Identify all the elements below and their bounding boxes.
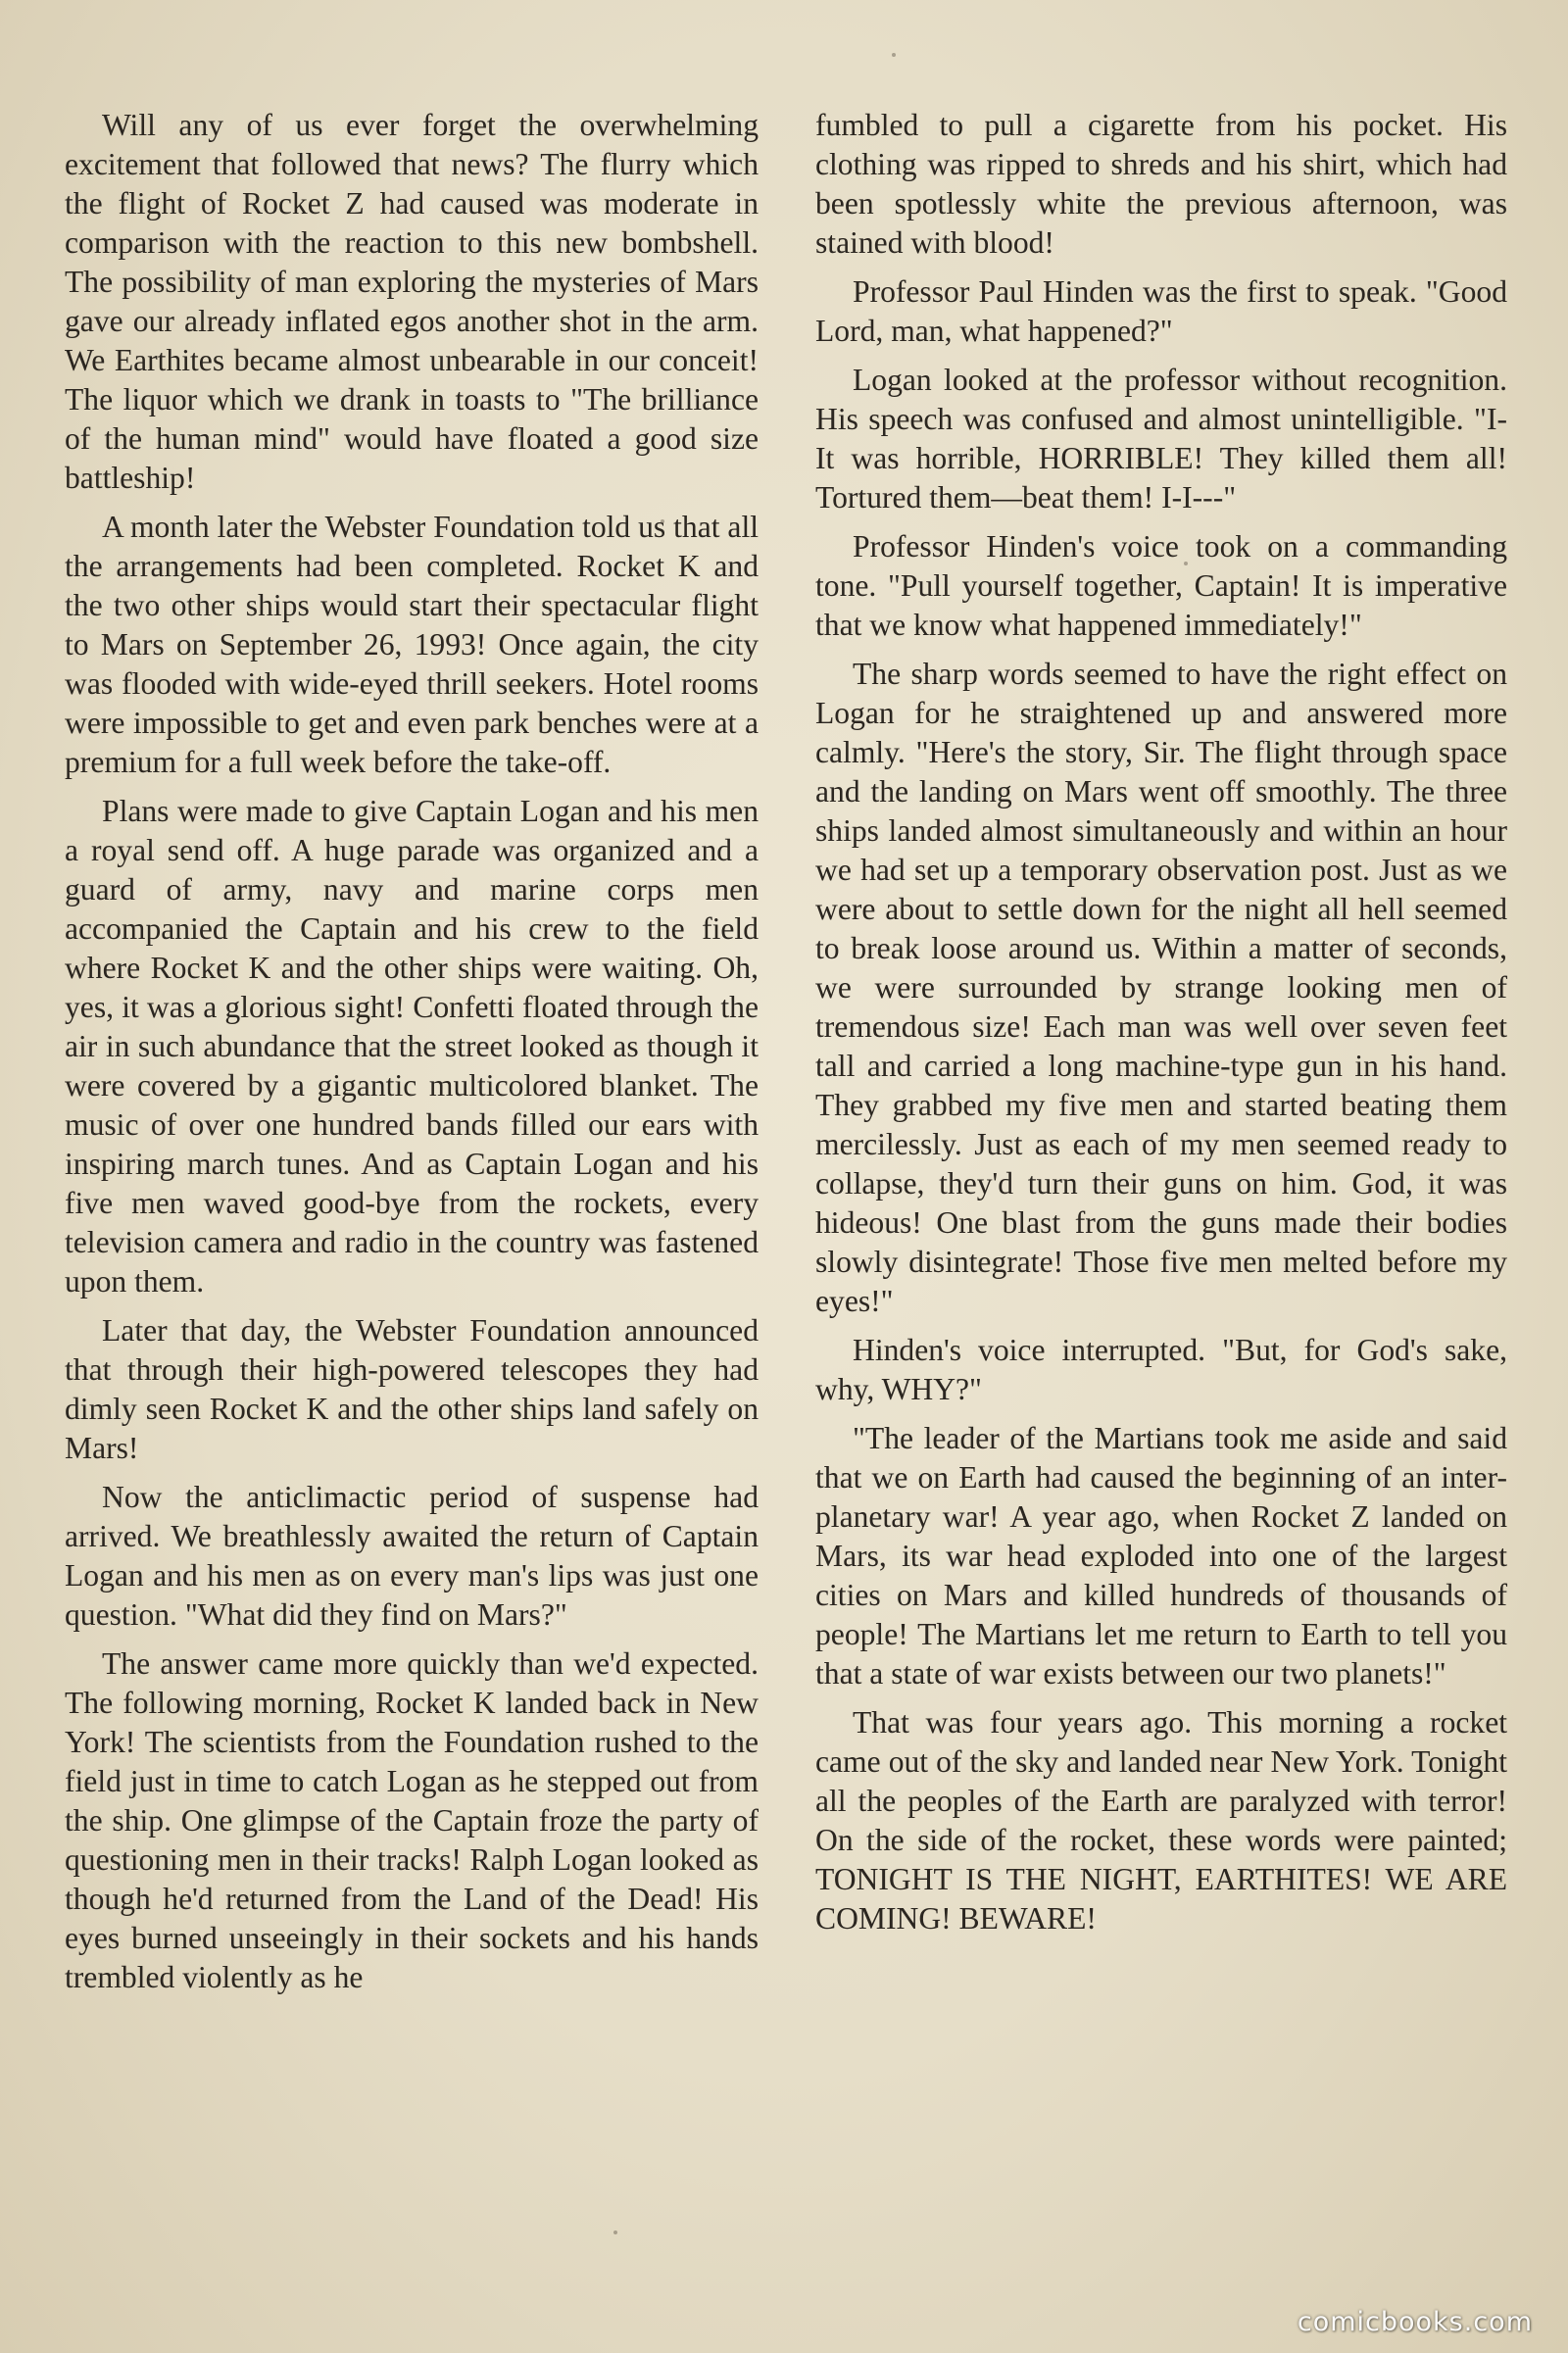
- paragraph: fumbled to pull a cigarette from his pocket. His clothing was ripped to shreds and his shirt, which had been spotlessly white the previous afternoon, was stained with blood!: [815, 108, 1507, 260]
- paragraph: The sharp words seemed to have the right effect on Logan for he straightened up and answered more calmly. "Here's the story, Sir. The flight through space and the landing on Mars went off smoothly. The three ships landed almost simultaneously and within an hour we had set up a temporary observation post. Just as we were about to settle down for the night all hell seemed to break loose around us. Within a matter of seconds, we were surrounded by strange looking men of tremendous size! Each man was well over seven feet tall and carried a long machine-type gun in his hand. They grabbed my five men and started beating them mercilessly. Just as each of my men seemed ready to collapse, they'd turn their guns on him. God, it was hideous! One blast from the guns made their bodies slowly disintegrate! Those five men melted before my eyes!": [815, 657, 1507, 1318]
- paragraph: Logan looked at the professor without recognition. His speech was confused and almost unintelligible. "I-It was horrible, HORRIBLE! They killed them all! Tortured them—beat them! I-I---": [815, 363, 1507, 515]
- paragraph: "The leader of the Martians took me aside and said that we on Earth had caused the beginning of an inter-planetary war! A year ago, when Rocket Z landed on Mars, its war head exploded into one of the largest cities on Mars and killed hundreds of thousands of people! The Martians let me return to Earth to tell you that a state of war exists between our two planets!": [815, 1421, 1507, 1691]
- paragraph: The answer came more quickly than we'd expected. The following morning, Rocket K landed back in New York! The scientists from the Foundation rushed to the field just in time to catch Logan as he stepped out from the ship. One glimpse of the Captain froze the party of questioning men in their tracks! Ralph Logan looked as though he'd returned from the Land of the Dead! His eyes burned unseeingly in their sockets and his hands trembled violently as he: [65, 1646, 759, 1994]
- paragraph: Hinden's voice interrupted. "But, for God's sake, why, WHY?": [815, 1333, 1507, 1406]
- ink-speck: [613, 2230, 617, 2234]
- ink-speck: [376, 527, 380, 531]
- ink-speck: [661, 519, 664, 523]
- ink-speck: [892, 53, 896, 57]
- paragraph: Will any of us ever forget the overwhelming excitement that followed that news? The flurry which the flight of Rocket Z had caused was moderate in comparison with the reaction to this new bombshell. The possibility of man exploring the mysteries of Mars gave our already inflated egos another shot in the arm. We Earthites became almost unbearable in our conceit! The liquor which we drank in toasts to "The brilliance of the human mind" would have floated a good size battleship!: [65, 108, 759, 495]
- site-watermark: comicbooks.com: [1297, 2307, 1533, 2337]
- paragraph: Professor Paul Hinden was the first to speak. "Good Lord, man, what happened?": [815, 274, 1507, 348]
- paragraph: A month later the Webster Foundation told us that all the arrangements had been completed. Rocket K and the two other ships would start their spectacular flight to Mars on September 26, 1993! Once again, the city was flooded with wide-eyed thrill seekers. Hotel rooms were impossible to get and even park benches were at a premium for a full week before the take-off.: [65, 510, 759, 779]
- paragraph: That was four years ago. This morning a rocket came out of the sky and landed near New York. Tonight all the peoples of the Earth are paralyzed with terror! On the side of the rocket, these words were painted; TONIGHT IS THE NIGHT, EARTHITES! WE ARE COMING! BEWARE!: [815, 1705, 1507, 1936]
- paragraph: Later that day, the Webster Foundation announced that through their high-powered telescopes they had dimly seen Rocket K and the other ships land safely on Mars!: [65, 1313, 759, 1465]
- paragraph: Now the anticlimactic period of suspense had arrived. We breathlessly awaited the return of Captain Logan and his men as on every man's lips was just one question. "What did they find on Mars?": [65, 1480, 759, 1632]
- paragraph: Plans were made to give Captain Logan and his men a royal send off. A huge parade was organized and a guard of army, navy and marine corps men accompanied the Captain and his crew to the field where Rocket K and the other ships were waiting. Oh, yes, it was a glorious sight! Confetti floated through the air in such abundance that the street looked as though it were covered by a gigantic multicolored blanket. The music of over one hundred bands filled our ears with inspiring march tunes. And as Captain Logan and his five men waved good-bye from the rockets, every television camera and radio in the country was fastened upon them.: [65, 794, 759, 1299]
- left-text-column: [65, 106, 759, 2007]
- right-text-column: [815, 106, 1507, 1948]
- paragraph: Professor Hinden's voice took on a commanding tone. "Pull yourself together, Captain! It is imperative that we know what happened immediately!": [815, 529, 1507, 642]
- ink-speck: [1184, 562, 1188, 565]
